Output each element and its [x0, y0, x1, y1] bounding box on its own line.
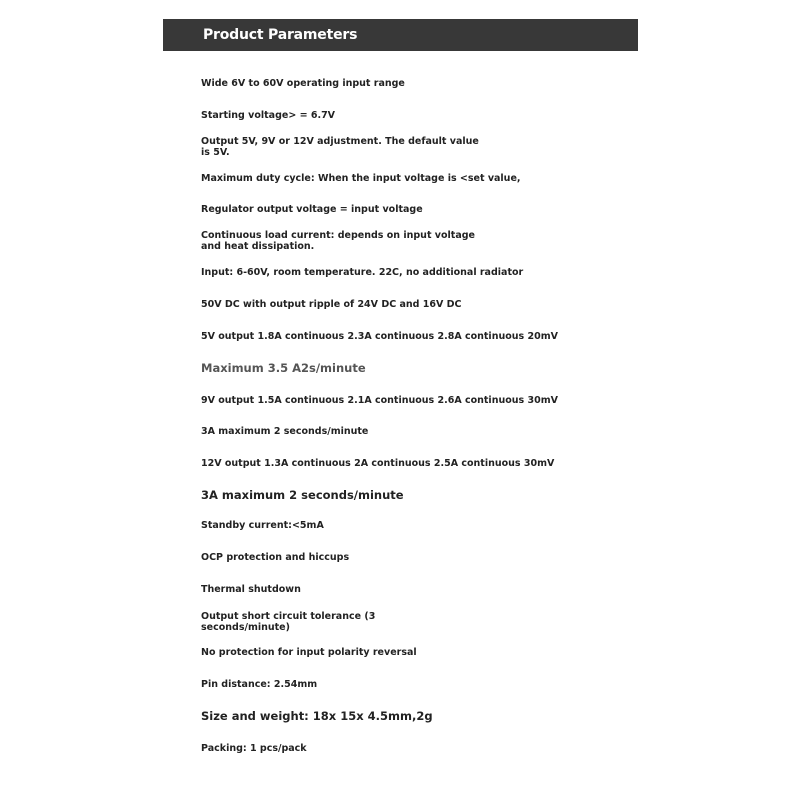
- param-ripple: 50V DC with output ripple of 24V DC and 16V DC: [201, 299, 462, 310]
- param-starting-voltage: Starting voltage> = 6.7V: [201, 110, 336, 121]
- param-max-duty-cycle: Maximum duty cycle: When the input voltage is <set value,: [201, 173, 521, 184]
- param-9v-output: 9V output 1.5A continuous 2.1A continuous 2.6A continuous 30mV: [201, 395, 558, 406]
- param-12v-maximum: 3A maximum 2 seconds/minute: [201, 488, 404, 502]
- param-input-conditions: Input: 6-60V, room temperature. 22C, no additional radiator: [201, 267, 524, 278]
- param-continuous-load-cont: and heat dissipation.: [201, 241, 315, 252]
- param-polarity: No protection for input polarity reversal: [201, 647, 417, 658]
- header-bar: [163, 19, 638, 51]
- param-thermal-shutdown: Thermal shutdown: [201, 584, 301, 595]
- param-12v-output: 12V output 1.3A continuous 2A continuous 2.5A continuous 30mV: [201, 458, 555, 469]
- param-regulator-output: Regulator output voltage = input voltage: [201, 204, 423, 215]
- param-input-range: Wide 6V to 60V operating input range: [201, 78, 405, 89]
- param-5v-output: 5V output 1.8A continuous 2.3A continuous 2.8A continuous 20mV: [201, 331, 558, 342]
- param-output-adjustment: Output 5V, 9V or 12V adjustment. The default value: [201, 136, 479, 147]
- param-short-circuit: Output short circuit tolerance (3: [201, 611, 376, 622]
- param-continuous-load: Continuous load current: depends on input voltage: [201, 230, 475, 241]
- page-title: Product Parameters: [203, 27, 358, 43]
- param-short-circuit-cont: seconds/minute): [201, 622, 290, 633]
- param-ocp-protection: OCP protection and hiccups: [201, 552, 350, 563]
- param-standby-current: Standby current:<5mA: [201, 520, 324, 531]
- param-pin-distance: Pin distance: 2.54mm: [201, 679, 318, 690]
- param-output-adjustment-cont: is 5V.: [201, 147, 230, 158]
- param-size-weight: Size and weight: 18x 15x 4.5mm,2g: [201, 709, 433, 723]
- param-packing: Packing: 1 pcs/pack: [201, 743, 307, 754]
- param-5v-maximum: Maximum 3.5 A2s/minute: [201, 361, 366, 375]
- param-9v-maximum: 3A maximum 2 seconds/minute: [201, 426, 369, 437]
